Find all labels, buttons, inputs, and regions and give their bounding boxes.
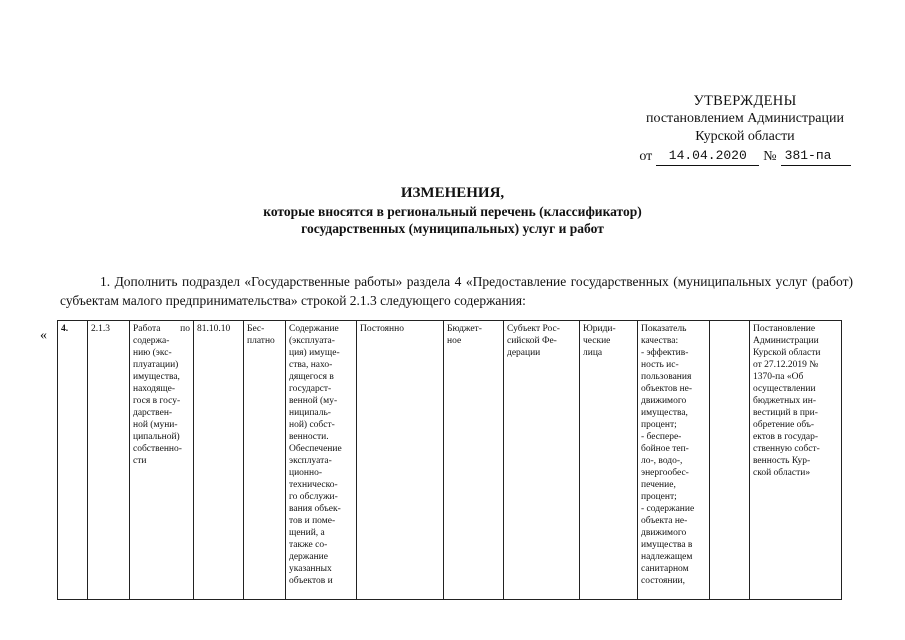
approval-block xyxy=(635,92,855,166)
date-prefix: от xyxy=(639,149,653,164)
cell-empty xyxy=(710,321,750,600)
heading-subtitle-2: государственных (муниципальных) услуг и работ xyxy=(301,221,604,236)
cell-owner: Субъект Рос- сийской Фе- дерации xyxy=(504,321,580,600)
cell-section: 4. xyxy=(58,321,88,600)
approval-dateline xyxy=(635,147,855,166)
approval-date: 14.04.2020 xyxy=(656,147,759,166)
cell-legal-basis: Постановление Администрации Курской области от 27.12.2019 № 1370-па «Об осуществлении бюджетных ин- вестиций в при- обретение объ- ектов в государ- ственную собст- венность Кур- ской области» xyxy=(750,321,842,600)
approval-title: УТВЕРЖДЕНЫ xyxy=(693,93,797,109)
approval-number: 381-па xyxy=(781,147,851,166)
cell-consumers: Юриди- ческие лица xyxy=(580,321,638,600)
number-prefix: № xyxy=(763,149,777,164)
cell-indicators: Показатель качества: - эффектив- ность ис- пользования объектов не- движимого имущества, процент; - беспере- бойное теп- ло-, водо-, энергообес- печение, процент; - содержание объекта не- движимого имущества в надлежащем санитарном состоянии, xyxy=(638,321,710,600)
heading-title: ИЗМЕНЕНИЯ, xyxy=(400,185,505,201)
approval-line2: Курской области xyxy=(695,129,795,144)
classifier-table xyxy=(57,320,842,600)
heading-subtitle-1: которые вносятся в региональный перечень (классификатор) xyxy=(263,204,642,219)
cell-institution-type: Бюджет- ное xyxy=(444,321,504,600)
document-heading xyxy=(0,184,905,237)
cell-payment: Бес- платно xyxy=(244,321,286,600)
cell-content: Содержание (эксплуата- ция) имуще- ства, нахо- дящегося в государст- венной (му- ниципаль- ной) собст- венности. Обеспечение эксплуата- ционно- техническо- го обслужи- вания объек- тов и поме- щений, а также со- держание указанных объектов и xyxy=(286,321,357,600)
amendment-paragraph: 1. Дополнить подраздел «Государственные работы» раздела 4 «Предоставление государственных (муниципальных услуг (работ) субъектам малого предпринимательства» строкой 2.1.3 следующего содержания: xyxy=(60,274,853,308)
table-row xyxy=(58,321,842,600)
cell-work-name: Работа по содержа- нию (экс- плуатации) имущества, находяще- гося в госу- дарствен- ной (муни- ципальной) собственно- сти xyxy=(130,321,194,600)
cell-okved: 81.10.10 xyxy=(194,321,244,600)
cell-period: Постоянно xyxy=(357,321,444,600)
approval-line1: постановлением Администрации xyxy=(646,111,844,126)
open-quote: « xyxy=(40,328,47,343)
cell-code: 2.1.3 xyxy=(88,321,130,600)
